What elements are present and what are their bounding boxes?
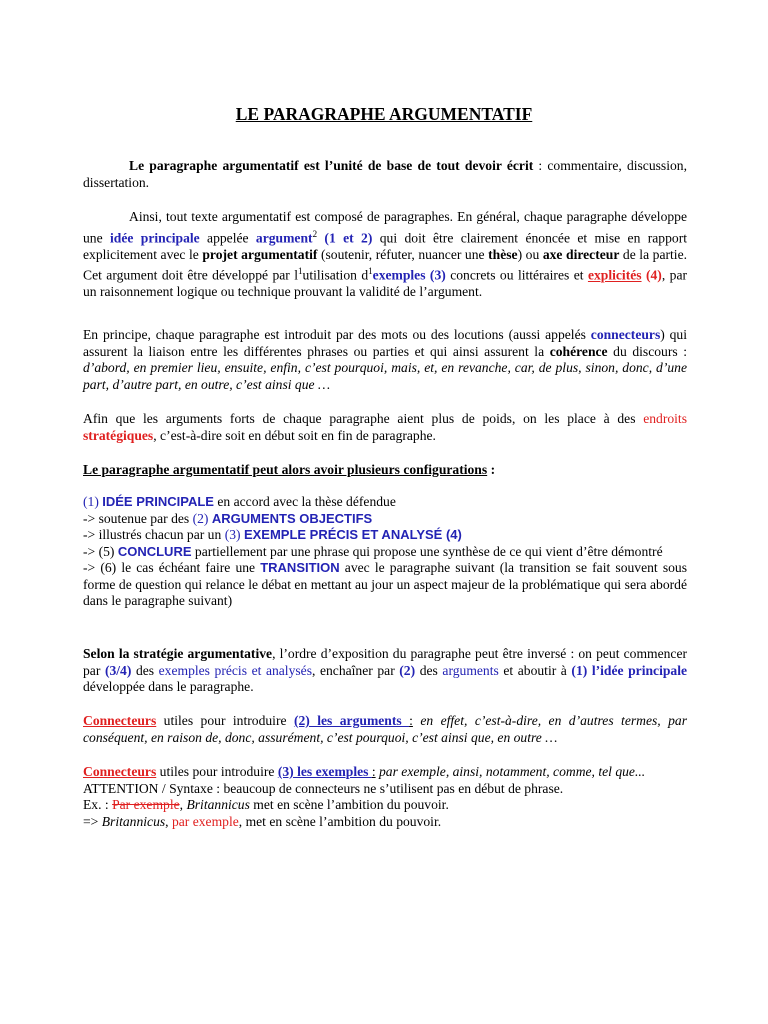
text: utiles pour introduire (156, 713, 294, 728)
text: met en scène l’ambition du pouvoir. (249, 797, 449, 812)
struck-connector: Par exemple (112, 797, 180, 812)
attention-line: ATTENTION / Syntaxe : beaucoup de connecteurs ne s’utilisent pas en début de phrase. (83, 780, 564, 796)
text: qui doit être clairement énoncée et mise en rapport explicitement avec le (83, 230, 687, 262)
intro-rest: : commentaire, discussion, dissertation. (83, 158, 687, 190)
term-num-1-2: (1 et 2) (317, 230, 373, 246)
text: du discours : (607, 343, 688, 359)
text: ) ou (517, 246, 543, 262)
text: avec le paragraphe suivant (la transition se fait souvent sous forme de question qui relance le débat en mettant au jour un aspect majeur de la problématique qui sera abordé dans le paragraphe suivant) (83, 560, 688, 608)
placement-paragraph (83, 411, 687, 444)
text: partiellement par une phrase qui propose une synthèse de ce qui vient d’être démontré (191, 543, 663, 559)
text: et aboutir à (498, 662, 572, 678)
correct-example-line (83, 814, 687, 831)
step-keyword: EXEMPLE PRÉCIS ET ANALYSÉ (4) (243, 527, 462, 542)
term-num-3-4: (3/4) (104, 662, 132, 678)
term-num-4: (4) (641, 267, 662, 283)
text: , l’ordre d’exposition du paragraphe peut être inversé : on peut commencer par (83, 646, 688, 678)
strategy-bold: Selon la stratégie argumentative (83, 646, 273, 661)
step-number: (1) (83, 494, 103, 509)
connector-list: par exemple, ainsi, notamment, comme, tel que... (375, 764, 646, 779)
term-num-2: (2) (399, 662, 416, 678)
text: , enchaîner par (312, 662, 400, 678)
term-exemples-precis: exemples précis et analysés (158, 662, 312, 678)
text: de la partie. Cet argument doit être développé par l (83, 246, 688, 283)
step-keyword: CONCLURE (117, 543, 192, 559)
text: -> soutenue par des (83, 510, 193, 526)
wrong-example-line (83, 797, 687, 814)
term-coherence: cohérence (549, 343, 608, 359)
step-number: (3) (224, 527, 244, 542)
text: développée dans le paragraphe. (83, 679, 254, 694)
steps-list (83, 494, 687, 610)
text: : (371, 764, 376, 779)
text: => (83, 813, 102, 829)
term-connecteurs: Connecteurs (83, 764, 157, 779)
term-les-arguments: (2) les arguments (293, 713, 410, 728)
strategy-paragraph (83, 646, 687, 696)
text: Ainsi, tout texte argumentatif est composé de paragraphes. En général, chaque paragraphe développe une (83, 209, 687, 246)
connector-list: d’abord, en premier lieu, ensuite, enfin, c’est pourquoi, mais, et, en revanche, car, de plus, sinon, donc, d’une part, d’autre part, en outre, c’est ainsi que … (83, 360, 687, 392)
term-argument: argument (255, 230, 313, 246)
text: en accord avec la thèse défendue (213, 494, 396, 509)
connector-list: en effet, c’est-à-dire, en d’autres termes, par conséquent, en raison de, donc, assurément, c’est pourquoi, c’est ainsi que, en outre … (83, 713, 687, 745)
footnote-mark: 2 (312, 228, 318, 239)
configurations-heading (83, 462, 687, 479)
term-these: thèse (488, 246, 518, 262)
term-les-exemples: (3) les exemples (277, 764, 372, 779)
book-title: Britannicus (186, 797, 250, 812)
text: ) qui assurent la liaison entre les différentes phrases ou parties et qui ainsi assurent la (83, 327, 688, 359)
text: -> (6) le cas échéant faire une (83, 560, 261, 575)
term-projet: projet argumentatif (202, 246, 318, 262)
step-keyword: TRANSITION (260, 560, 340, 575)
term-idee-principale: (1) l’idée principale (571, 662, 688, 678)
text: , (165, 813, 172, 829)
text: Afin que les arguments forts de chaque paragraphe aient plus de poids, on les place à des (83, 411, 644, 426)
step-1 (83, 494, 687, 511)
footnote-mark: 1 (298, 266, 303, 277)
config-heading: Le paragraphe argumentatif peut alors avoir plusieurs configurations (83, 462, 488, 477)
step-6 (83, 560, 687, 610)
text: , (179, 797, 187, 812)
footnote-mark: 1 (368, 266, 373, 277)
step-number: (2) (192, 510, 212, 526)
term-arguments: arguments (442, 662, 499, 678)
definition-paragraph (83, 209, 687, 301)
book-title: Britannicus (101, 813, 166, 829)
intro-paragraph (83, 158, 687, 191)
correct-connector: par exemple (171, 813, 239, 829)
connectors-paragraph (83, 327, 687, 393)
term-connecteurs: Connecteurs (83, 713, 157, 728)
step-5 (83, 544, 687, 561)
term-exemples: exemples (3) (372, 267, 446, 283)
text: , met en scène l’ambition du pouvoir. (238, 813, 442, 829)
text: , par un raisonnement logique ou technique prouvant la validité de l’argument. (83, 267, 688, 300)
step-keyword: ARGUMENTS OBJECTIFS (211, 510, 373, 526)
text: utilisation d (302, 267, 369, 283)
example-connectors-paragraph (83, 764, 687, 830)
term-explicites: explicités (587, 267, 642, 283)
step-3 (83, 527, 687, 544)
text: des (415, 662, 443, 678)
step-2 (83, 511, 687, 528)
text: des (131, 662, 159, 678)
text: : (487, 462, 496, 477)
text: En principe, chaque paragraphe est introduit par des mots ou des locutions (aussi appelés (83, 327, 591, 342)
text: -> illustrés chacun par un (83, 527, 225, 542)
term-endroits: endroits (643, 411, 687, 426)
text: utiles pour introduire (156, 764, 278, 779)
text: Ex. : (83, 797, 113, 812)
text: appelée (199, 230, 256, 246)
step-keyword: IDÉE PRINCIPALE (102, 494, 214, 509)
intro-bold: Le paragraphe argumentatif est l’unité de base de tout devoir écrit (129, 158, 534, 173)
page-title: LE PARAGRAPHE ARGUMENTATIF (235, 104, 533, 124)
text: (soutenir, réfuter, nuancer une (317, 246, 489, 262)
argument-connectors-paragraph (83, 713, 687, 746)
term-idee-principale: idée principale (110, 230, 200, 246)
term-connecteurs: connecteurs (590, 327, 661, 342)
text: concrets ou littéraires et (445, 267, 588, 283)
term-strategiques: stratégiques (83, 427, 154, 443)
term-axe: axe directeur (542, 246, 620, 262)
text: : (409, 713, 413, 728)
text: , c’est-à-dire soit en début soit en fin de paragraphe. (153, 427, 436, 443)
text: -> (5) (83, 543, 118, 559)
